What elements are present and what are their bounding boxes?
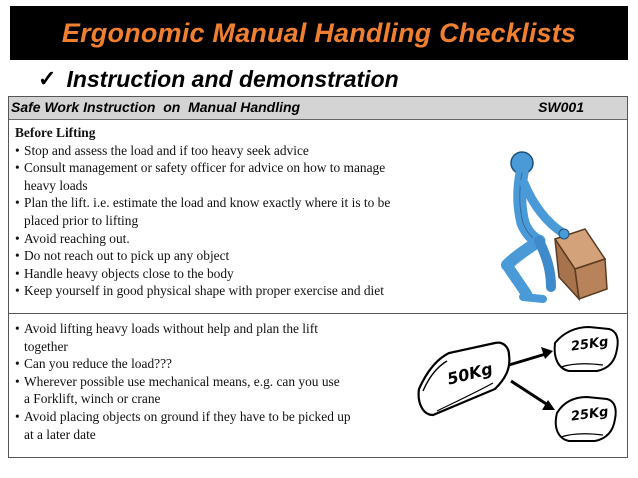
title-bar [10, 6, 628, 60]
list-item: • Consult management or safety officer for advice on how to manage heavy loads [15, 160, 386, 193]
small-bag-bottom-icon [556, 397, 616, 441]
big-bag-label: 50Kg [445, 358, 495, 389]
small-bag-bottom-label: 25Kg [570, 404, 610, 425]
subtitle [38, 64, 399, 94]
list-item: • Avoid reaching out. [15, 230, 130, 246]
instruction-title: Safe Work Instruction on Manual Handling [11, 99, 301, 115]
small-bag-top-icon [555, 327, 618, 371]
cardboard-box-icon [555, 229, 607, 299]
list-item: • Can you reduce the load??? [15, 356, 172, 372]
instruction-box [8, 96, 628, 458]
big-bag-icon [419, 343, 510, 415]
list-item: • Handle heavy objects close to the body [15, 265, 234, 281]
instruction-header [9, 97, 627, 120]
list-item: • Wherever possible use mechanical means, e.g. can you use a Forklift, winch or crane [15, 373, 340, 407]
load-splitting-illustration [413, 319, 627, 453]
list-item: • Stop and assess the load and if too heavy seek advice [15, 142, 309, 158]
team-lifting-section [15, 320, 351, 443]
subtitle-text: Instruction and demonstration [66, 65, 399, 92]
list-item: • Plan the lift. i.e. estimate the load and know exactly where it is to be placed prior to lifting [15, 195, 391, 228]
list-item: • Avoid placing objects on ground if they have to be picked up at a later date [15, 408, 351, 442]
instruction-code: SW001 [538, 99, 584, 115]
page-title: Ergonomic Manual Handling Checklists [61, 17, 577, 48]
section-heading: Before Lifting [15, 125, 96, 140]
small-bag-top-label: 25Kg [570, 334, 610, 355]
list-item: • Avoid lifting heavy loads without help and plan the lift together [15, 321, 318, 354]
split-arrow-icon [509, 347, 555, 410]
list-item: • Do not reach out to pick up any object [15, 248, 230, 264]
list-item: • Keep yourself in good physical shape with proper exercise and diet [15, 283, 384, 299]
before-lifting-section [15, 124, 390, 300]
person-lifting-box-illustration [467, 149, 617, 314]
checkmark-icon: ✓ [38, 66, 57, 91]
